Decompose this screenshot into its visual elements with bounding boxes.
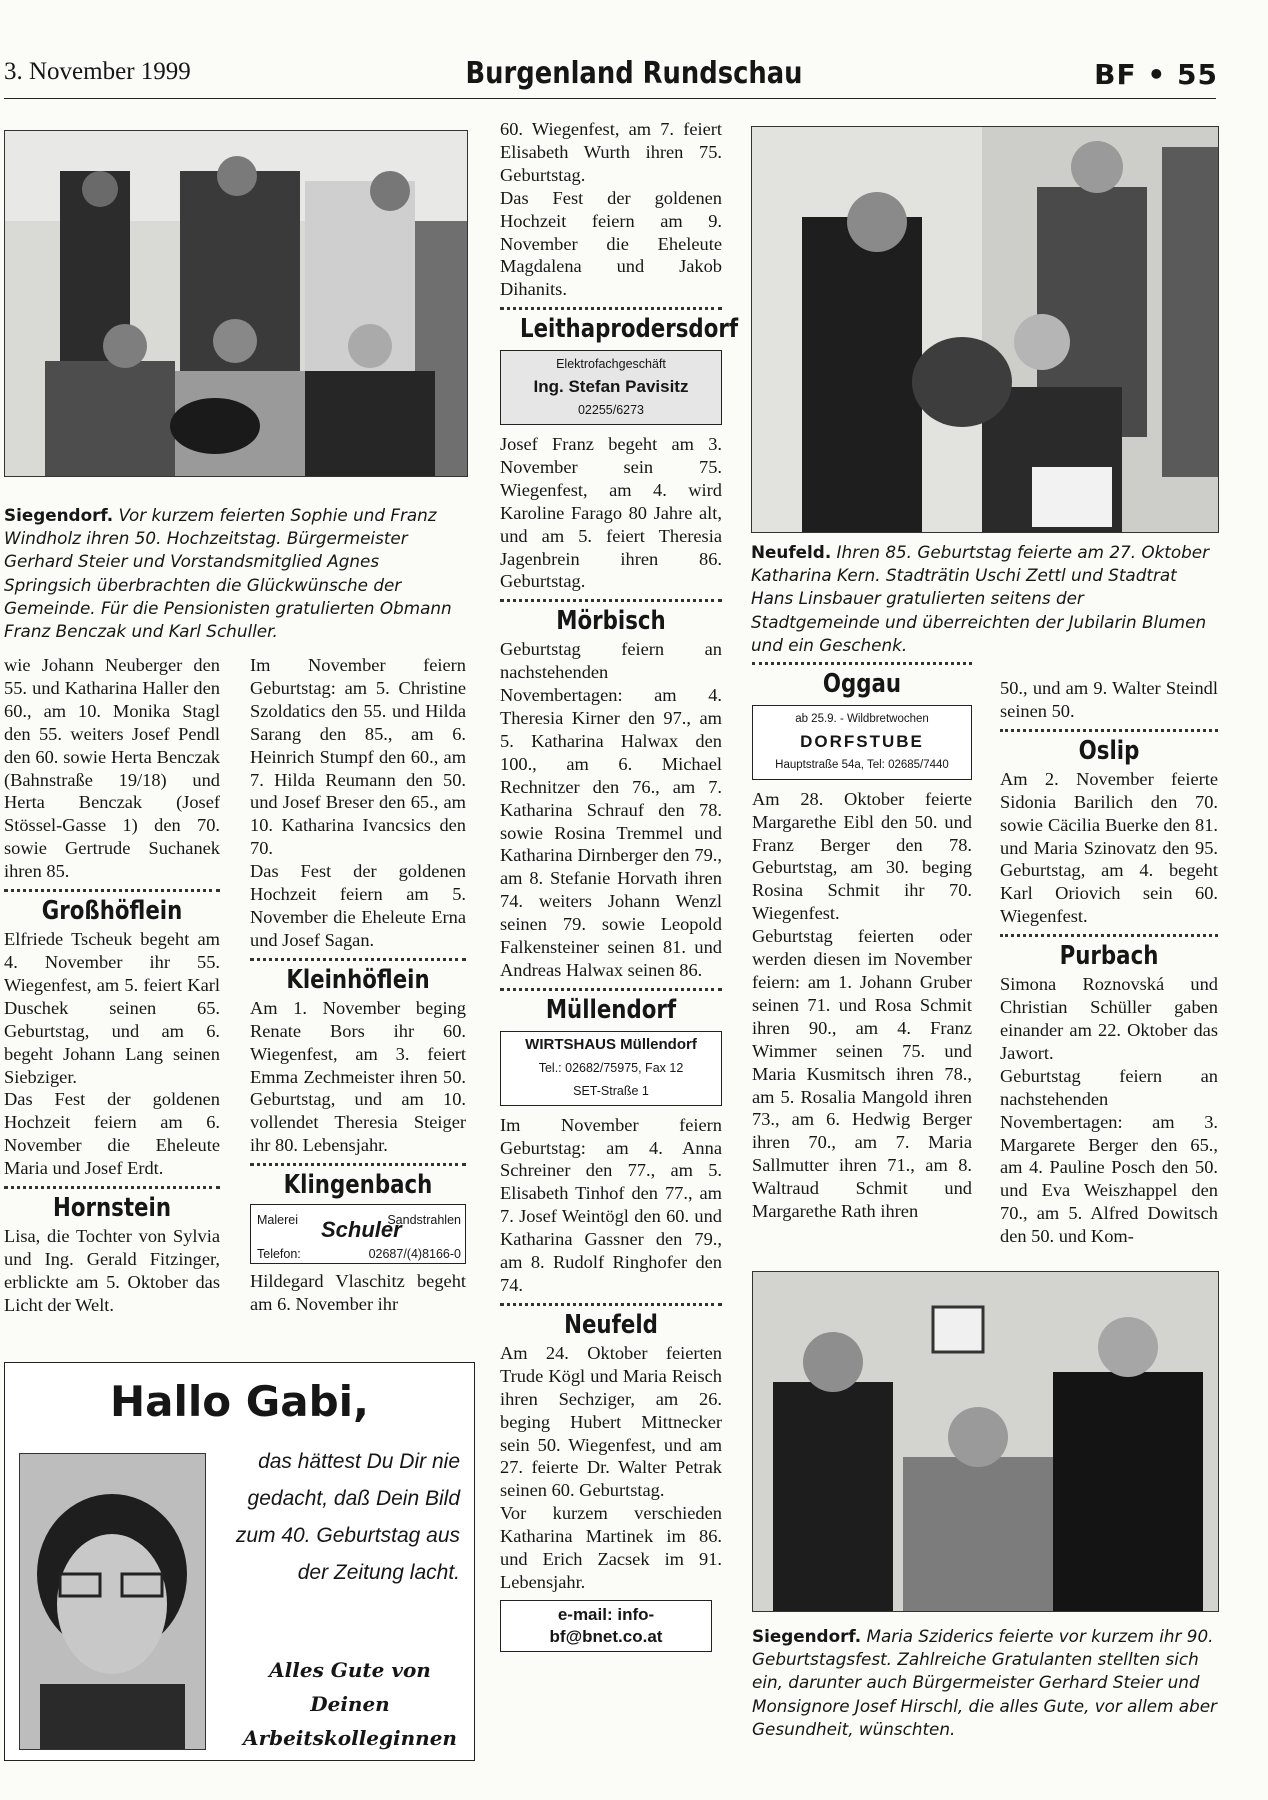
email-link[interactable]: e-mail: info-bf@bnet.co.at — [549, 1604, 663, 1646]
dotted-divider — [250, 1163, 466, 1166]
paragraph: wie Johann Neuberger den 55. und Katharina Haller den 60., am 10. Monika Stagl den 55. weiters Josef Pendl den 60. sowie Herta Benczak (Bahnstraße 19/18) und Herta Benczak (Josef Stössel-Gasse 1) den 70. sowie Gertrude Suchanek ihren 85. — [4, 655, 220, 882]
paragraph: Geburtstag feierten oder werden diesen im November feiern: am 1. Johann Gruber seinen 71. und Rosa Schmit ihren 90., am 4. Franz Wimmer seinen 75. und Maria Kusmitsch ihren 78., am 5. Rosalia Mangold ihren 73., am 6. Hedwig Berger ihren 70., am 7. Maria Sallmutter ihren 71., am 8. Waltraud Schmit und Margarethe Rath ihren — [752, 926, 972, 1222]
photo2-caption — [751, 541, 1217, 657]
heading-muellendorf: Müllendorf — [545, 994, 677, 1025]
paragraph: Am 24. Oktober feierten Trude Kögl und Maria Reisch ihren Sechziger, am 26. beging Hubert Mittnecker sein 50. Wiegenfest, und am 27. feierte Dr. Walter Petrak seinen 60. Geburtstag. — [500, 1342, 722, 1501]
ad-logo: Schuler — [321, 1217, 402, 1243]
paragraph: Im November feiern Geburtstag: am 4. Anna Schreiner den 77., am 5. Elisabeth Tinhof den 77., am 7. Josef Weintögl den 60. und Katharina Gassner den 79., am 8. Rudolf Ringhofer den 74. — [500, 1114, 722, 1295]
paragraph: Am 1. November beging Renate Bors ihr 60. Wiegenfest, am 3. feiert Emma Zechmeister ihren 50. Geburtstag, und am 10. vollendet Theresia Steiger ihr 80. Lebensjahr. — [250, 997, 466, 1156]
heading-oggau: Oggau — [822, 669, 902, 699]
paragraph: Lisa, die Tochter von Sylvia und Ing. Gerald Fitzinger, erblickte am 5. Oktober das Licht der Welt. — [4, 1226, 220, 1315]
caption-place: Siegendorf. — [752, 1626, 862, 1646]
ad-malerei-schuler — [250, 1204, 466, 1264]
dotted-divider — [4, 889, 220, 892]
heading-purbach: Purbach — [1059, 941, 1159, 972]
heading-kleinhoeflein: Kleinhöflein — [286, 964, 430, 995]
heading-hornstein: Hornstein — [52, 1193, 172, 1224]
ad-signature: Alles Gute von Deinen Arbeitskolleginnen — [243, 1658, 457, 1750]
ad-name: Ing. Stefan Pavisitz — [533, 377, 689, 397]
dotted-divider — [1000, 729, 1218, 732]
ad-wirtshaus-muellendorf — [500, 1031, 722, 1106]
paragraph: Das Fest der goldenen Hochzeit feiern am 6. November die Eheleute Maria und Josef Erdt. — [4, 1089, 220, 1179]
heading-leithaprodersdorf: Leithaprodersdorf — [519, 314, 739, 345]
dotted-divider — [752, 662, 972, 665]
paragraph: Hildegard Vlaschitz begeht am 6. November ihr — [250, 1271, 466, 1315]
photo-siegendorf-anniversary — [4, 130, 468, 477]
paragraph: Geburtstag feiern an nachstehenden Novembertagen: am 3. Margarete Berger den 65., am 4. Pauline Posch den 50. und Eva Weiszhappel den 70., am 5. Alfred Dowitsch den 50. und Kom- — [1000, 1065, 1218, 1247]
ad-hallo-gabi — [4, 1362, 475, 1761]
email-box — [500, 1600, 712, 1652]
caption-text: Ihren 85. Geburtstag feierte am 27. Oktober Katharina Kern. Stadträtin Uschi Zettl und Stadtrat Hans Linsbauer gratulierten seitens der Stadtgemeinde und überreichten der Jubilarin Blumen und ein Geschenk. — [751, 542, 1210, 655]
page-number: BF • 55 — [1094, 58, 1218, 91]
portrait-photo — [19, 1453, 206, 1750]
masthead-rule — [4, 98, 1216, 99]
paragraph: Vor kurzem verschieden Katharina Martinek im 86. und Erich Zacsek im 91. Lebensjahr. — [500, 1503, 722, 1592]
dotted-divider — [4, 1186, 220, 1189]
ad-name: DORFSTUBE — [800, 731, 924, 751]
column-1 — [4, 654, 220, 1317]
paragraph: Das Fest der goldenen Hochzeit feiern am 5. November die Eheleute Erna und Josef Sagan. — [250, 861, 466, 950]
paragraph: Josef Franz begeht am 3. November sein 75. Wiegenfest, am 4. wird Karoline Farago 80 Jahre alt, und am 5. feiert Theresia Jagenbrein ihren 86. Geburtstag. — [500, 433, 722, 592]
newspaper-title: Burgenland Rundschau — [465, 56, 803, 91]
paragraph: 60. Wiegenfest, am 7. feiert Elisabeth Wurth ihren 75. Geburtstag. — [500, 119, 722, 185]
dotted-divider — [500, 307, 722, 310]
paragraph: Elfriede Tscheuk begeht am 4. November ihr 55. Wiegenfest, am 5. feiert Karl Duschek seinen 65. Geburtstag, und am 6. begeht Johann Lang seinen Siebziger. — [4, 929, 220, 1087]
paragraph: Das Fest der goldenen Hochzeit feiern am 9. November die Eheleute Magdalena und Jakob Dihanits. — [500, 187, 722, 300]
paragraph: Im November feiern Geburtstag: am 5. Christine Szoldatics den 55. und Hilda Sarang den 85., am 6. Heinrich Stumpf den 60., am 7. Hilda Reumann den 50. und Josef Breser den 65., am 10. Katharina Ivancsics den 70. — [250, 655, 466, 859]
caption-text: Vor kurzem feierten Sophie und Franz Windholz ihren 50. Hochzeitstag. Bürgermeister Gerhard Steier und Vorstandsmitglied Agnes Springsich überbrachten die Glückwünsche der Gemeinde. Für die Pensionisten gratulierten Obmann Franz Benczak und Karl Schuller. — [4, 505, 452, 642]
paragraph: Simona Roznovská und Christian Schüller gaben einander am 22. Oktober das Jawort. — [1000, 974, 1218, 1063]
heading-oslip: Oslip — [1078, 735, 1140, 766]
paragraph: Geburtstag feiern an nachstehenden Novembertagen: am 4. Theresia Kirner den 97., am 5. Katharina Halwax den 100., am 6. Michael Rechnitzer den 76., am 7. Katharina Schrauf den 78. sowie Rosina Tremmel und Katharina Dirnberger den 79., am 8. Stefanie Horvath ihren 74. weiters Johann Wenzl seinen 79. sowie Leopold Falkensteiner seinen 81. und Andreas Halwax seinen 86. — [500, 639, 722, 980]
paragraph: 50., und am 9. Walter Steindl seinen 50. — [1000, 678, 1218, 721]
dotted-divider — [1000, 934, 1218, 937]
ad-phone: 02687/(4)8166-0 — [368, 1247, 461, 1262]
caption-place: Siegendorf. — [4, 505, 114, 525]
ad-address: SET-Straße 1 — [573, 1083, 649, 1098]
ad-address: Hauptstraße 54a, Tel: 02685/7440 — [775, 758, 949, 771]
photo3-caption — [752, 1625, 1217, 1741]
caption-place: Neufeld. — [751, 542, 832, 562]
column-4 — [752, 662, 972, 1223]
heading-klingenbach: Klingenbach — [283, 1170, 433, 1201]
column-2 — [250, 654, 466, 1316]
ad-text: Sandstrahlen — [387, 1213, 461, 1228]
heading-grosshoeflein: Großhöflein — [41, 896, 183, 927]
ad-phone: Tel.: 02682/75975, Fax 12 — [538, 1060, 684, 1075]
paragraph: Am 28. Oktober feierte Margarethe Eibl den 50. und Franz Berger den 78. Geburtstag, am 30. beging Rosina Schmit ihr 70. Wiegenfest. — [752, 788, 972, 924]
ad-dorfstube — [752, 705, 972, 780]
ad-text: Malerei — [257, 1213, 298, 1228]
photo1-caption — [4, 504, 466, 643]
ad-message: das hättest Du Dir nie gedacht, daß Dein Bild zum 40. Geburtstag aus der Zeitung lacht. — [235, 1450, 460, 1584]
photo-siegendorf-90th — [752, 1271, 1219, 1612]
ad-name: WIRTSHAUS Müllendorf — [525, 1035, 697, 1053]
ad-text: ab 25.9. - Wildbretwochen — [795, 713, 929, 725]
dotted-divider — [500, 599, 722, 602]
ad-elektro-pavisitz — [500, 350, 722, 425]
column-3 — [500, 118, 739, 1652]
paragraph: Am 2. November feierte Sidonia Barilich den 70. sowie Cäcilia Buerke den 81. und Maria Szinovatz den 95. Geburtstag, am 4. begeht Karl Oriovich sein 60. Wiegenfest. — [1000, 768, 1218, 927]
ad-title: Hallo Gabi, — [110, 1377, 369, 1426]
column-5 — [1000, 677, 1218, 1248]
heading-moerbisch: Mörbisch — [556, 606, 666, 637]
issue-date: 3. November 1999 — [4, 58, 191, 85]
heading-neufeld: Neufeld — [564, 1309, 658, 1340]
dotted-divider — [500, 1303, 722, 1306]
photo-neufeld-birthday — [751, 126, 1219, 533]
dotted-divider — [500, 988, 722, 991]
caption-text: Maria Sziderics feierte vor kurzem ihr 90. Geburtstagsfest. Zahlreiche Gratulanten stellten sich ein, darunter auch Bürgermeister Gerhard Steier und Monsignore Josef Hirschl, die alles Gute, vor allem aber Gesundheit, wünschten. — [752, 1626, 1217, 1739]
ad-phone: 02255/6273 — [577, 403, 645, 418]
ad-text: Telefon: — [257, 1247, 301, 1262]
ad-text: Elektrofachgeschäft — [556, 357, 666, 372]
dotted-divider — [250, 958, 466, 961]
